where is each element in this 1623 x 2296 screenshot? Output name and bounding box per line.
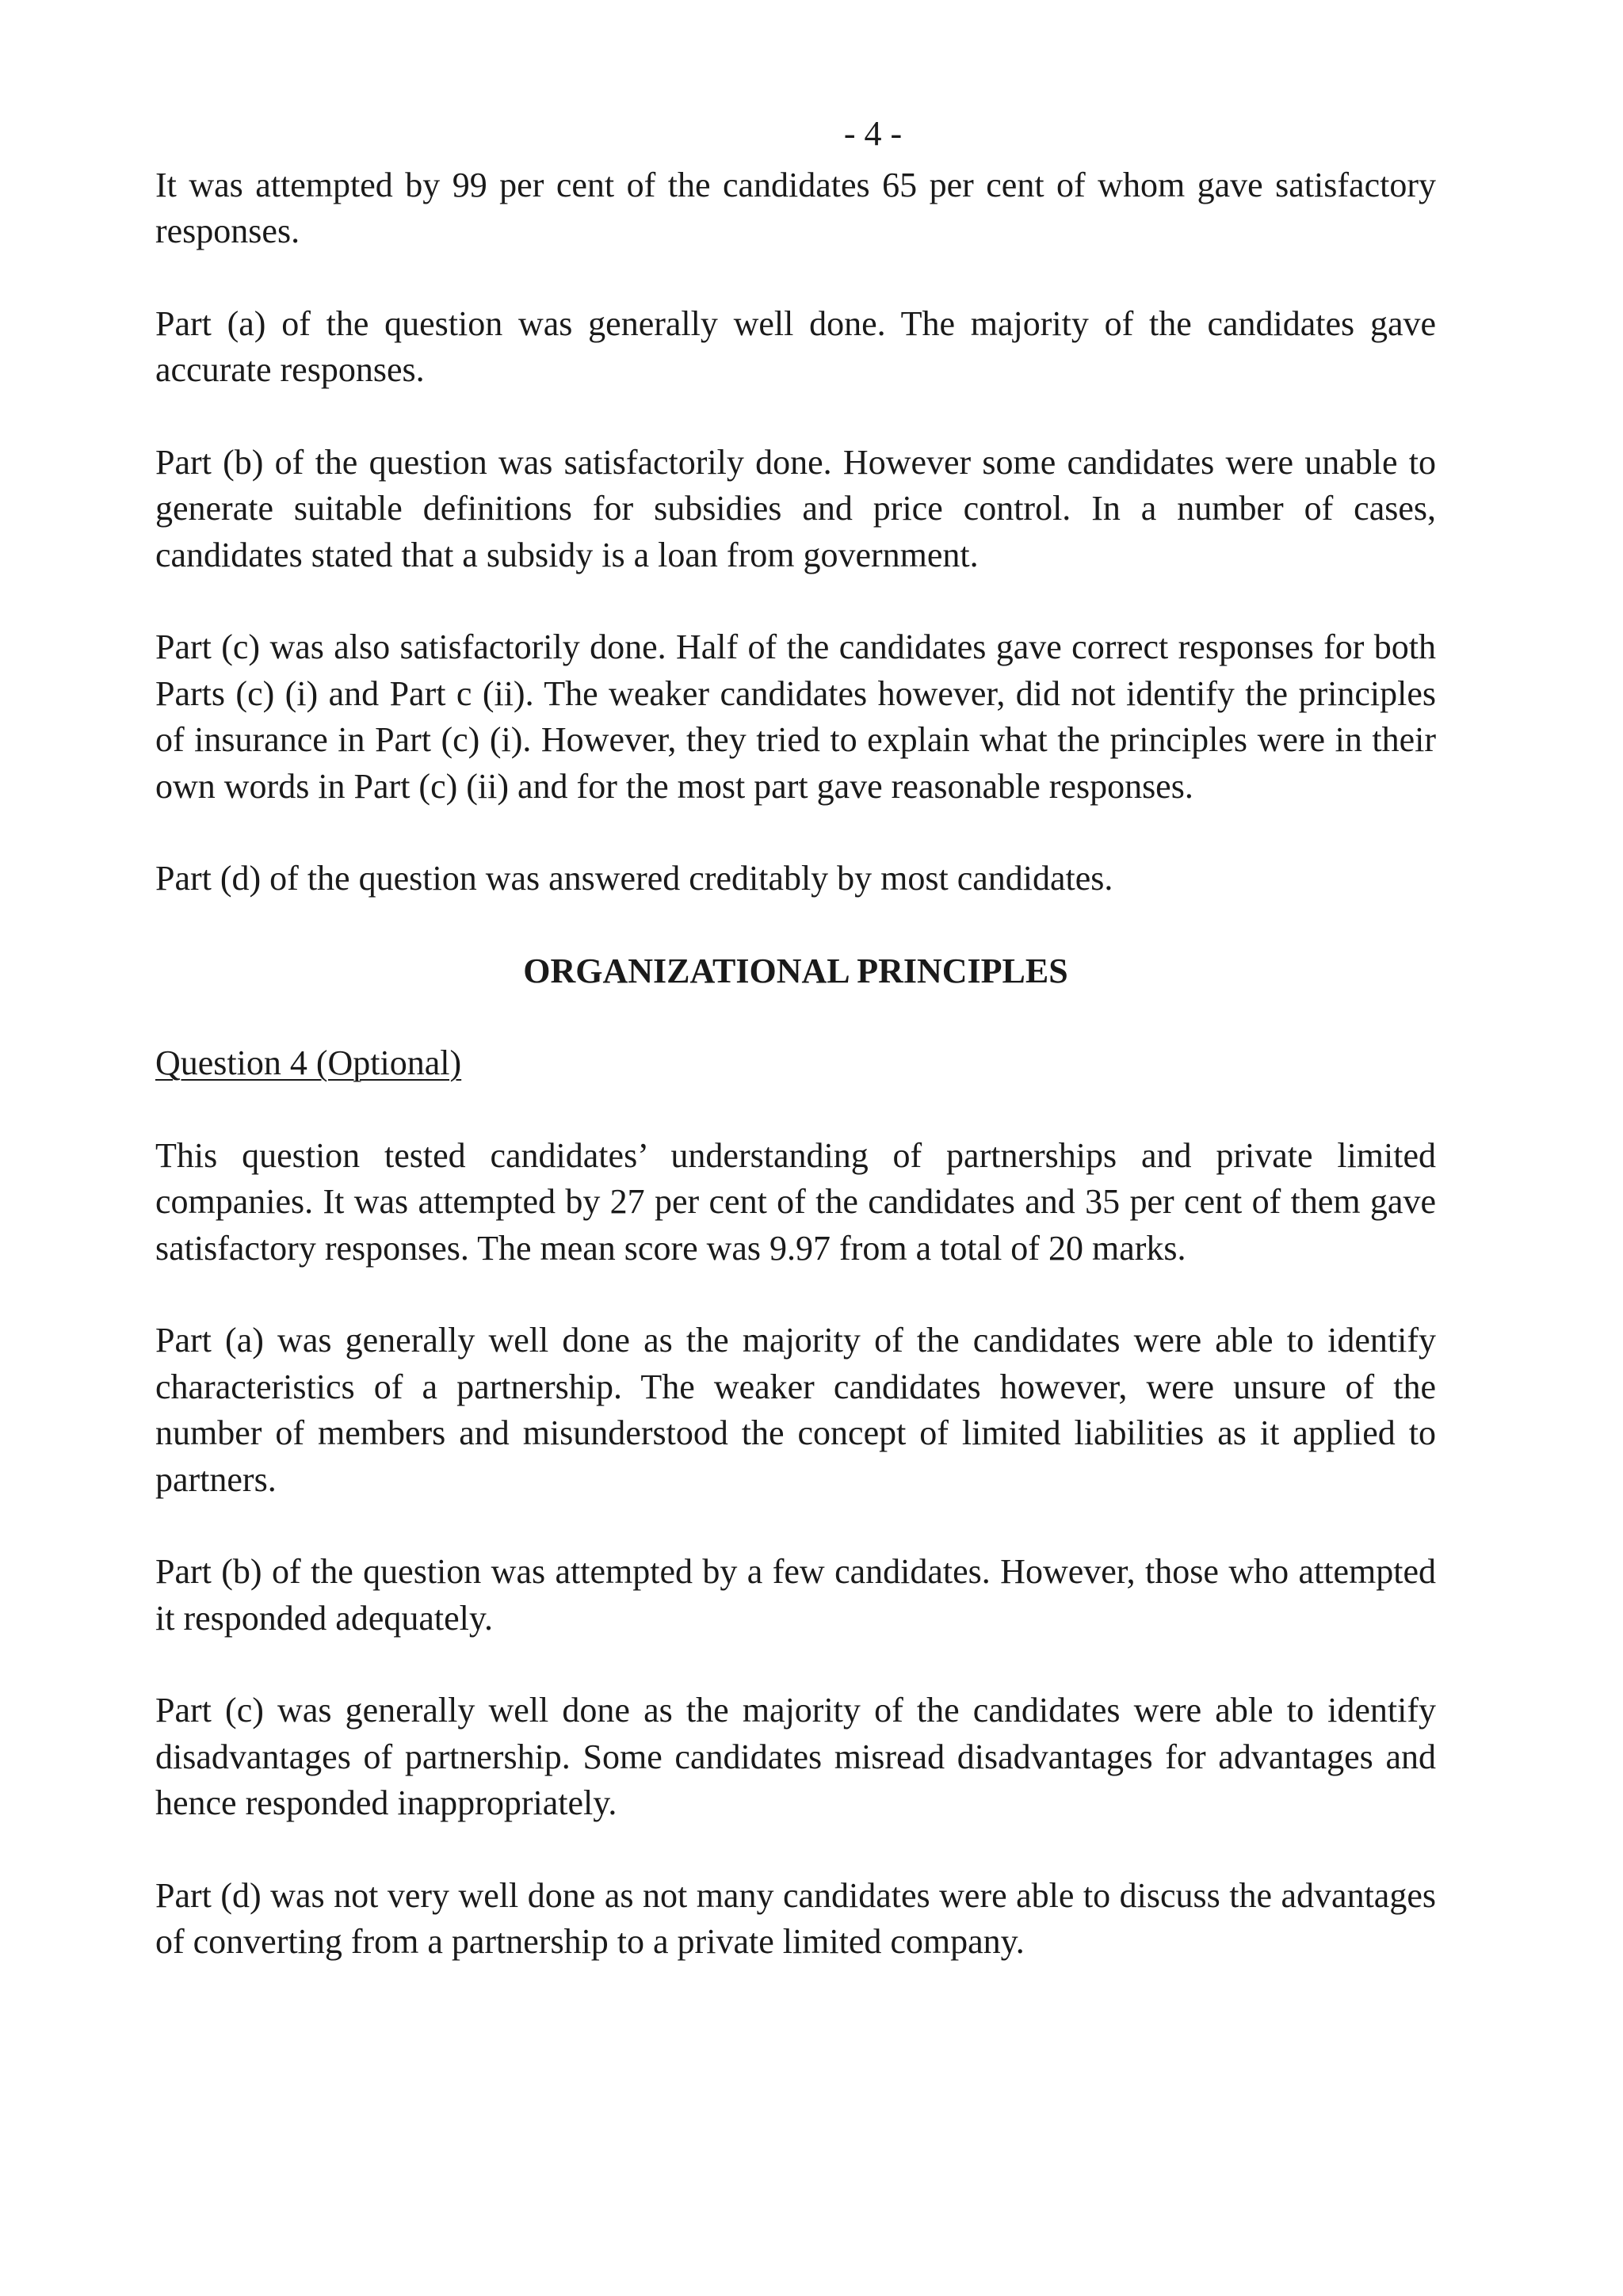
- paragraph-part-b: Part (b) of the question was satisfactorily done. However some candidates were unable to generate suitable definitions for subsidies and price control. In a number of cases, candidates stated that a subsidy is a loan from government.: [155, 442, 1436, 574]
- paragraph-q4-intro: This question tested candidates’ understanding of partnerships and private limited companies. It was attempted by 27 per cent of the candidates and 35 per cent of them gave satisfactory responses. The mean score was 9.97 from a total of 20 marks.: [155, 1135, 1436, 1268]
- paragraph-part-d: Part (d) of the question was answered creditably by most candidates.: [155, 859, 1113, 898]
- paragraph-q4-part-c: Part (c) was generally well done as the majority of the candidates were able to identify disadvantages of partnership. Some candidates misread disadvantages for advantages and hence responded inappropriately.: [155, 1691, 1436, 1822]
- question-label: Question 4 (Optional): [155, 1043, 462, 1082]
- paragraph-q4-part-b: Part (b) of the question was attempted by a few candidates. However, those who attempted it responded adequately.: [155, 1552, 1436, 1638]
- paragraph-part-c: Part (c) was also satisfactorily done. Half of the candidates gave correct responses for both Parts (c) (i) and Part c (ii). The weaker candidates however, did not identify the principles of insurance in Part (c) (i). However, they tried to explain what the principles were in their own words in Part (c) (ii) and for the most part gave reasonable responses.: [155, 627, 1436, 806]
- paragraph-q4-part-d: Part (d) was not very well done as not many candidates were able to discuss the advantages of converting from a partnership to a private limited company.: [155, 1875, 1436, 1961]
- paragraph-attempt-rate: It was attempted by 99 per cent of the candidates 65 per cent of whom gave satisfactory responses.: [155, 165, 1436, 250]
- paragraph-part-a: Part (a) of the question was generally well done. The majority of the candidates gave accurate responses.: [155, 303, 1436, 389]
- document-page: [155, 111, 1436, 2012]
- page-number: - 4 -: [843, 114, 903, 153]
- section-heading: ORGANIZATIONAL PRINCIPLES: [523, 951, 1068, 990]
- paragraph-q4-part-a: Part (a) was generally well done as the majority of the candidates were able to identify characteristics of a partnership. The weaker candidates however, were unsure of the number of members and misunderstood the concept of limited liabilities as it applied to partners.: [155, 1321, 1436, 1499]
